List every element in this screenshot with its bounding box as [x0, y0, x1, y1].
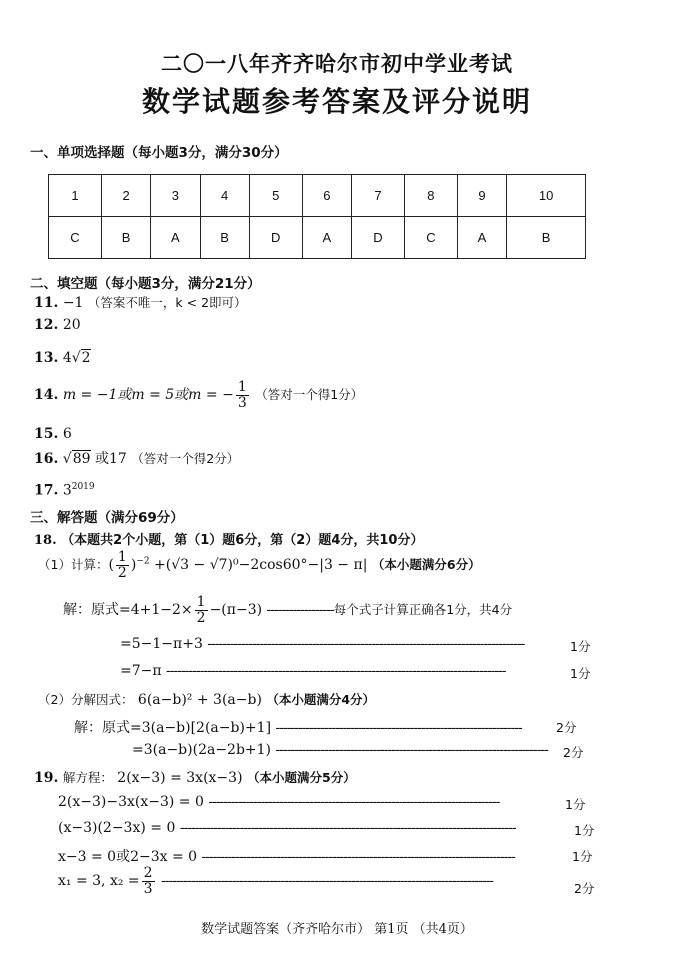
table-cell-answer: D	[249, 217, 302, 259]
q17-number: 17.	[34, 482, 59, 499]
q18-p1-line3-text: =7−π	[120, 663, 162, 679]
table-cell-number: 1	[49, 175, 102, 217]
q15	[34, 426, 72, 442]
table-cell-answer: D	[352, 217, 405, 259]
q17-exponent: 2019	[71, 482, 95, 492]
q14-frac-denominator: 3	[237, 394, 247, 411]
q19-line2: (x−3)(2−3x) = 0 ------------------------------------------------------------------------------------------	[58, 820, 516, 836]
q18-p2-note: （本小题满分4分）	[266, 692, 376, 707]
q18-part1: （1）计算：( $\frac{1}{2}$ )$^{-2}$ +(√3 − √7)⁰−2cos60°−|3 − π| （本小题满分6分）	[38, 549, 481, 581]
q19-line3-score: 1分	[572, 849, 593, 864]
section2-heading: 二、填空题（每小题3分，满分21分）	[30, 276, 261, 292]
q18-p2-line1-text: 解：原式=3(a−b)[2(a−b)+1]	[74, 720, 272, 736]
q15-answer: 6	[62, 426, 72, 442]
q19-number: 19.	[34, 770, 59, 786]
q14-note: （答对一个得1分）	[255, 387, 364, 403]
q19-line3-text: x−3 = 0或2−3x = 0	[58, 849, 198, 865]
table-cell-answer: A	[151, 217, 200, 259]
q14-frac-numerator: 1	[237, 379, 247, 395]
q16-note: （答对一个得2分）	[131, 451, 240, 466]
q17	[34, 482, 95, 499]
title-line2: 数学试题参考答案及评分说明	[141, 85, 532, 118]
q16-number: 16.	[34, 451, 59, 467]
q18-p1-sol-rest: −(π−3)	[209, 602, 263, 619]
q18-p1-expr: +(√3 − √7)⁰−2cos60°−|3 − π|	[154, 557, 368, 574]
q12-number: 12.	[34, 317, 59, 333]
table-cell-number: 8	[404, 175, 457, 217]
table-cell-number: 3	[151, 175, 200, 217]
q18-desc: （本题共2个小题，第（1）题6分，第（2）题4分，共10分）	[61, 533, 424, 548]
section1-heading: 一、单项选择题（每小题3分，满分30分）	[30, 145, 288, 161]
q16: 16. √89 或17 （答对一个得2分）	[34, 451, 240, 467]
title-line1: 二〇一八年齐齐哈尔市初中学业考试	[161, 51, 513, 76]
q14-fraction	[236, 380, 249, 410]
q19-line3: x−3 = 0或2−3x = 0 ------------------------------------------------------------------------------------	[58, 849, 515, 865]
table-cell-answer: B	[507, 217, 586, 259]
q18-p2-label: （2）分解因式：	[38, 692, 134, 707]
q18-p1-sol-label: 解：原式=4+1−2×	[63, 602, 193, 619]
table-cell-answer: A	[457, 217, 506, 259]
q19-line4-score: 2分	[574, 881, 595, 896]
q11-note: （答案不唯一，k < 2即可）	[87, 295, 247, 310]
table-row-numbers	[49, 175, 586, 217]
table-cell-number: 10	[507, 175, 586, 217]
q19-fraction	[142, 866, 155, 896]
q19-heading	[34, 768, 356, 786]
q12-answer: 20	[62, 317, 81, 333]
q18-p1-note: （本小题满分6分）	[371, 557, 481, 573]
q18-p1-label: （1）计算：	[38, 557, 109, 573]
section3-heading: 三、解答题（满分69分）	[30, 510, 184, 526]
q18-p2-line2-text: =3(a−b)(2a−2b+1)	[132, 742, 272, 758]
q18-p1-line2-score: 1分	[570, 639, 591, 654]
q18-part2	[38, 690, 375, 708]
q11-answer: −1	[62, 295, 84, 311]
q13: 13. 4√2	[34, 350, 91, 366]
q19-line1: 2(x−3)−3x(x−3) = 0 ------------------------------------------------------------------------------	[58, 794, 500, 810]
q18-number: 18.	[34, 533, 57, 548]
q19-expr: 2(x−3) = 3x(x−3)	[117, 770, 243, 786]
q17-base: 3	[62, 482, 72, 499]
table-cell-answer: A	[302, 217, 351, 259]
q14-answer: m = −1或m = 5或m = −	[62, 387, 234, 404]
q19-label: 解方程：	[62, 770, 113, 785]
q19-note: （本小题满分5分）	[247, 770, 356, 785]
q16-answer: 或17	[95, 451, 127, 467]
q19-line4-text: x₁ = 3, x₂ =	[58, 873, 140, 890]
q12	[34, 317, 81, 333]
q13-radicand: 2	[81, 350, 91, 366]
q19-line4: x₁ = 3, x₂ = $\frac{2}{3}$ -----------------------------------------------------------------------------------------	[58, 865, 494, 897]
q18-p2-line1: 解：原式=3(a−b)[2(a−b)+1] ------------------------------------------------------------------	[74, 720, 522, 736]
q14-number: 14.	[34, 387, 59, 404]
table-cell-answer: B	[101, 217, 150, 259]
table-row-answers	[49, 217, 586, 259]
answer-table	[48, 174, 586, 259]
q18-heading	[34, 529, 423, 548]
q18-p1-solution: 解：原式=4+1−2× $\frac{1}{2}$ −(π−3) ------------------每个式子计算正确各1分，共4分	[63, 594, 513, 626]
table-cell-number: 2	[101, 175, 150, 217]
page-footer: 数学试题答案（齐齐哈尔市） 第1页 （共4页）	[201, 922, 473, 937]
q19-frac-denominator: 3	[143, 880, 153, 897]
q18-p2-line1-score: 2分	[556, 720, 577, 735]
q15-number: 15.	[34, 426, 59, 442]
q16-radicand: 89	[72, 451, 91, 467]
q18-p2-line2-score: 2分	[563, 745, 584, 760]
q18-p1-sol-score: 每个式子计算正确各1分，共4分	[333, 602, 513, 618]
q18-p2-expr: 6(a−b)² + 3(a−b)	[137, 692, 262, 708]
q19-line2-text: (x−3)(2−3x) = 0	[58, 820, 176, 836]
q18-p1-line2: =5−1−π+3 -------------------------------------------------------------------------------------	[120, 636, 525, 652]
q13-number: 13.	[34, 350, 59, 366]
q19-frac-numerator: 2	[143, 865, 153, 881]
q11-number: 11.	[34, 295, 59, 311]
q19-line2-score: 1分	[574, 823, 595, 838]
q18-p1-line3: =7−π -------------------------------------------------------------------------------------------	[120, 663, 506, 679]
q18-p1-line3-score: 1分	[570, 666, 591, 681]
q19-line1-text: 2(x−3)−3x(x−3) = 0	[58, 794, 204, 810]
table-cell-number: 5	[249, 175, 302, 217]
q18-p2-line2: =3(a−b)(2a−2b+1) -------------------------------------------------------------------------	[132, 742, 548, 758]
table-cell-answer: B	[200, 217, 249, 259]
q11	[34, 293, 247, 311]
q19-line1-score: 1分	[565, 797, 586, 812]
table-cell-number: 6	[302, 175, 351, 217]
q13-coef: 4	[62, 350, 72, 366]
table-cell-answer: C	[404, 217, 457, 259]
q14	[34, 380, 363, 410]
table-cell-answer: C	[49, 217, 102, 259]
table-cell-number: 9	[457, 175, 506, 217]
table-cell-number: 4	[200, 175, 249, 217]
q18-p1-line2-text: =5−1−π+3	[120, 636, 203, 652]
table-cell-number: 7	[352, 175, 405, 217]
